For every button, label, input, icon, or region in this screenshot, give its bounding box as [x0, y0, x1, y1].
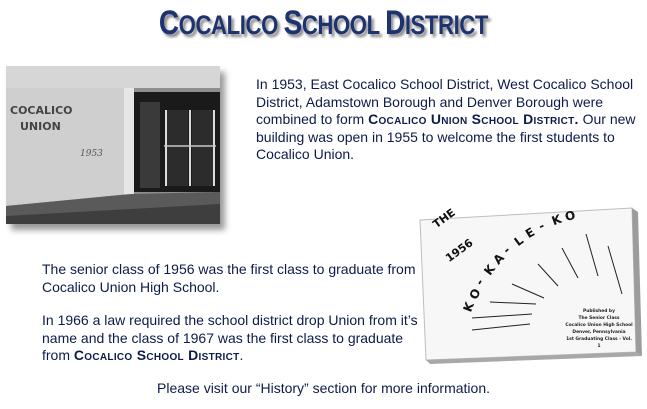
- yearbook-name-letter: K: [549, 212, 564, 229]
- change-1966-paragraph: In 1966 a law required the school district drop Union from it’s name and the class of 1967 was the first class to graduate from Cocalico School District.: [42, 312, 418, 363]
- yearbook-published-line: 1st Graduating Class - Vol. 1: [566, 337, 632, 349]
- yearbook-year: 1956: [443, 236, 476, 265]
- yearbook-name-letter: -: [535, 218, 547, 234]
- sign-union: UNION: [20, 120, 61, 133]
- yearbook-the: THE: [430, 206, 458, 231]
- intro-paragraph: In 1953, East Cocalico School District, West Cocalico School District, Adamstown Borough and Denver Borough were combined to form Cocalico Union School District. Our new building was open in 1955 to welcome the first students to Cocalico Union.: [256, 76, 636, 162]
- history-footer-note: Please visit our “History” section for more information.: [157, 380, 490, 396]
- yearbook-published-line: Denver, Pennsylvania: [572, 330, 626, 335]
- yearbook-name-letter: K: [460, 300, 477, 315]
- district-name-highlight-2: Cocalico School District: [73, 347, 240, 363]
- yearbook-name-letter: K: [480, 262, 498, 279]
- district-name-highlight: Cocalico Union School District.: [368, 111, 579, 127]
- yearbook-name-letter: O: [466, 286, 484, 302]
- yearbook-name-letter: E: [523, 224, 538, 241]
- sign-year: 1953: [80, 149, 103, 159]
- school-building-photo: [6, 66, 220, 224]
- class-1956-paragraph: The senior class of 1956 was the first class to graduate from Cocalico Union High School.: [42, 261, 416, 295]
- yearbook-name-letter: -: [471, 276, 487, 288]
- yearbook-published-line: Published by: [583, 309, 615, 314]
- yearbook-name-letter: -: [499, 242, 513, 257]
- yearbook-published-line: The Senior Class: [578, 316, 620, 321]
- yearbook-published-line: Cocalico Union High School: [565, 323, 633, 328]
- yearbook-published-block: [564, 308, 634, 350]
- page-title: COCALICO SCHOOL DISTRICT: [158, 4, 489, 42]
- sign-cocalico: COCALICO: [10, 104, 73, 117]
- yearbook-name-letter: O: [563, 208, 578, 225]
- yearbook-cover-image: [412, 206, 642, 366]
- yearbook-name-letter: L: [511, 232, 526, 249]
- yearbook-name-letter: A: [489, 251, 507, 268]
